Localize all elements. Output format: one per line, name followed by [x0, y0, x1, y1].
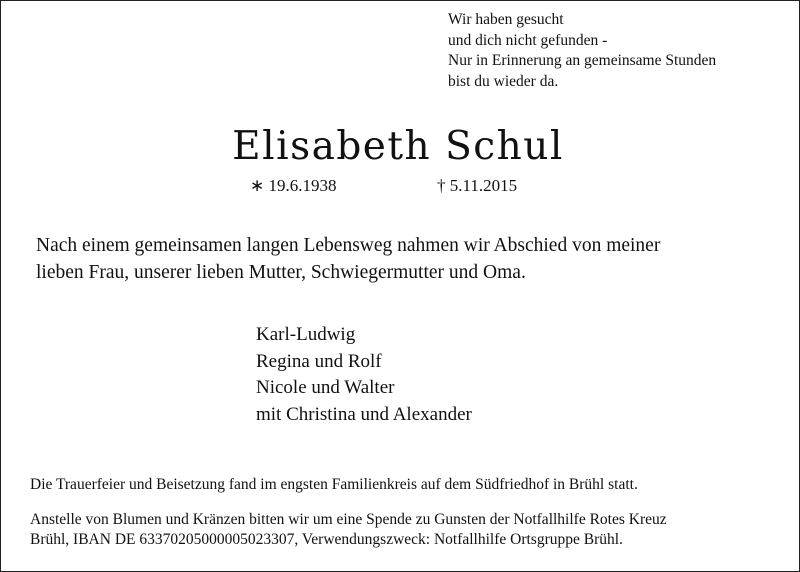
family-list: [256, 322, 472, 428]
family-member: Regina und Rolf: [256, 350, 382, 372]
poem-line: Nur in Erinnerung an gemeinsame Stunden: [448, 52, 717, 69]
donation-note: [30, 510, 667, 550]
poem-line: Wir haben gesucht: [448, 11, 564, 28]
birth-date: ∗ 19.6.1938: [250, 176, 337, 195]
family-member: mit Christina und Alexander: [256, 403, 472, 425]
donation-line: Brühl, IBAN DE 63370205000005023307, Verwendungszweck: Notfallhilfe Ortsgruppe Brühl.: [30, 531, 623, 548]
poem-line: und dich nicht gefunden -: [448, 31, 608, 49]
farewell-message: [36, 232, 776, 286]
donation-line: Anstelle von Blumen und Kränzen bitten wir um eine Spende zu Gunsten der Notfallhilfe Rotes Kreuz: [30, 511, 667, 528]
poem-line: bist du wieder da.: [448, 72, 559, 90]
death-date: † 5.11.2015: [437, 176, 518, 195]
ceremony-note: Die Trauerfeier und Beisetzung fand im engsten Familienkreis auf dem Südfriedhof in Brühl statt.: [30, 476, 638, 493]
poem: [448, 10, 716, 92]
deceased-name: Elisabeth Schul: [232, 124, 564, 169]
message-line: lieben Frau, unserer lieben Mutter, Schwiegermutter und Oma.: [36, 262, 526, 283]
deceased-name-container: [0, 124, 800, 169]
message-line: Nach einem gemeinsamen langen Lebensweg nahmen wir Abschied von meiner: [36, 235, 661, 256]
family-member: Karl-Ludwig: [256, 324, 356, 345]
family-member: Nicole und Walter: [256, 377, 395, 398]
